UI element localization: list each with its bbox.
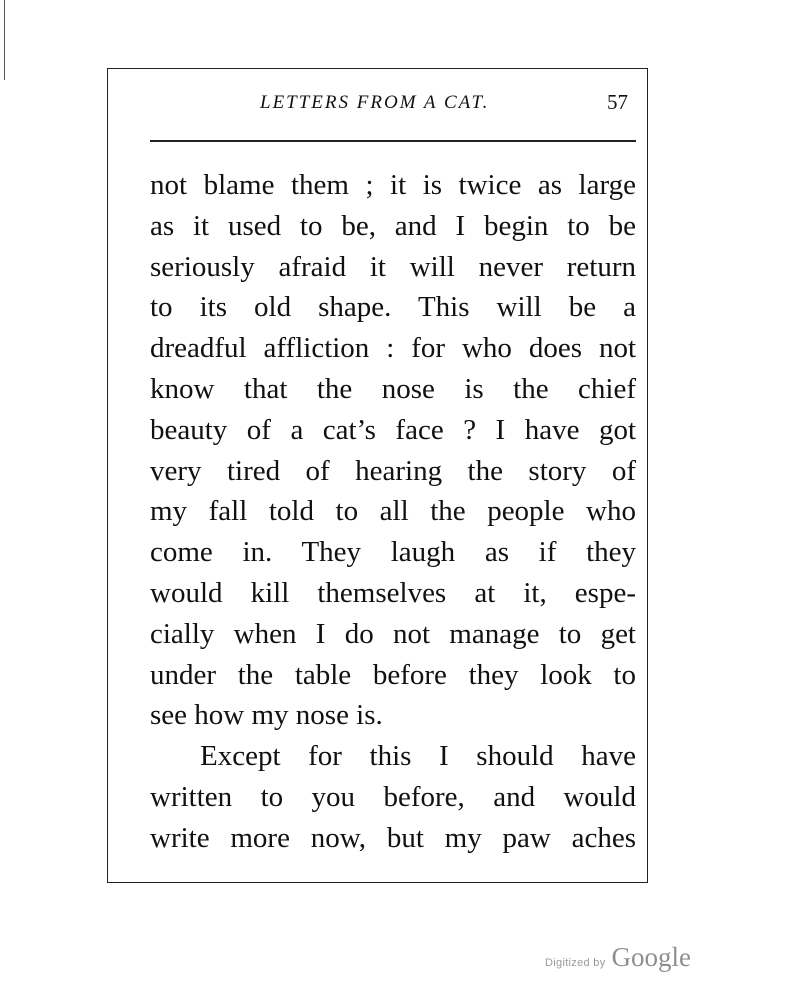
page-number: 57: [607, 90, 628, 114]
google-logo: Google: [611, 942, 691, 972]
text-line: would kill themselves at it, espe-: [150, 576, 636, 609]
text-line: not blame them ; it is twice as large: [150, 169, 636, 201]
body-text: [150, 165, 636, 859]
text-line: seriously afraid it will never return: [150, 250, 636, 283]
text-line: write more now, but my paw aches: [150, 821, 636, 854]
digitized-watermark: [545, 942, 691, 973]
text-line: my fall told to all the people who: [150, 495, 636, 528]
text-line: dreadful affliction : for who does not: [150, 332, 636, 365]
running-head: [150, 88, 640, 128]
text-line: know that the nose is the chief: [150, 372, 636, 405]
text-line-paragraph-start: Except for this I should have: [200, 740, 636, 773]
scan-edge-line: [4, 0, 5, 80]
text-line: cially when I do not manage to get: [150, 617, 636, 650]
text-line: to its old shape. This will be a: [150, 291, 636, 324]
text-line: beauty of a cat’s face ? I have got: [150, 413, 636, 446]
text-line: as it used to be, and I begin to be: [150, 209, 636, 242]
text-line-paragraph-end: see how my nose is.: [150, 699, 383, 732]
text-line: under the table before they look to: [150, 658, 636, 691]
text-line: written to you before, and would: [150, 780, 636, 813]
digitized-by-label: Digitized by: [545, 957, 606, 969]
text-line: come in. They laugh as if they: [150, 536, 636, 569]
running-title: LETTERS FROM A CAT.: [260, 92, 490, 113]
text-line: very tired of hearing the story of: [150, 454, 636, 487]
header-rule: [150, 140, 636, 142]
